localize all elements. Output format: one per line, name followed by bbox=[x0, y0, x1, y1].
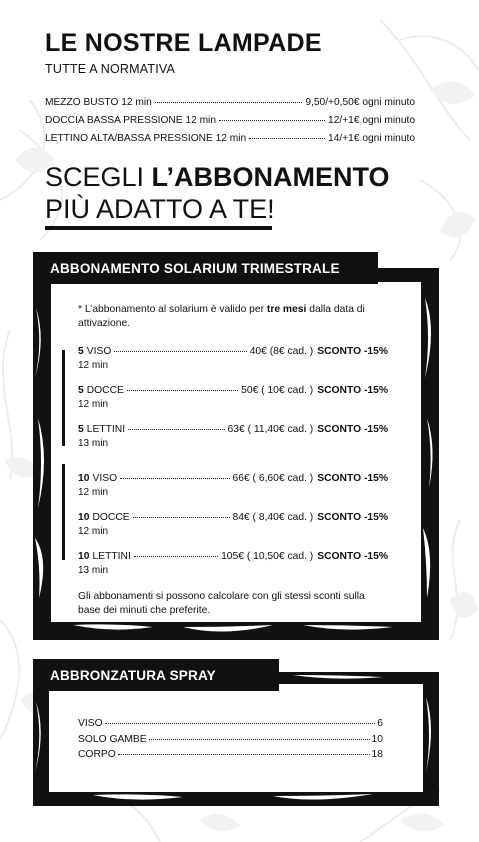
session-count: 10 bbox=[78, 551, 90, 562]
session-minutes: 12 min bbox=[78, 399, 109, 410]
page-title: LE NOSTRE LAMPADE bbox=[45, 29, 322, 57]
subscription-price: 50€ ( 10€ cad. ) bbox=[241, 385, 314, 396]
discount-label: SCONTO -15% bbox=[317, 473, 388, 484]
session-minutes: 12 min bbox=[78, 360, 109, 371]
session-minutes: 13 min bbox=[78, 438, 109, 449]
lamp-name: DOCCIA BASSA PRESSIONE 12 min bbox=[45, 115, 216, 126]
dotted-leader bbox=[105, 723, 376, 724]
spray-item-name: VISO bbox=[78, 718, 103, 729]
lamp-price-list bbox=[45, 97, 415, 151]
lamp-name: LETTINO ALTA/BASSA PRESSIONE 12 min bbox=[45, 133, 247, 144]
spray-item-name: CORPO bbox=[78, 749, 116, 760]
group-marker-bar bbox=[62, 464, 65, 560]
session-type: VISO bbox=[92, 473, 118, 484]
spray-price-list bbox=[78, 718, 383, 765]
session-count: 10 bbox=[78, 512, 90, 523]
session-count: 5 bbox=[78, 346, 84, 357]
subscription-price: 63€ ( 11,40€ cad. ) bbox=[227, 424, 314, 435]
heading-underline bbox=[45, 226, 272, 230]
choose-heading-line2: PIÙ ADATTO A TE! bbox=[45, 194, 275, 224]
choose-heading-light: SCEGLI bbox=[45, 162, 152, 192]
discount-label: SCONTO -15% bbox=[317, 346, 388, 357]
session-minutes: 12 min bbox=[78, 487, 109, 498]
spray-item-price: 10 bbox=[371, 733, 383, 745]
subscription-price: 40€ (8€ cad. ) bbox=[249, 346, 314, 357]
session-type: DOCCE bbox=[86, 385, 124, 396]
page-subtitle: TUTTE A NORMATIVA bbox=[45, 62, 176, 76]
session-type: LETTINI bbox=[92, 551, 131, 562]
lamp-price: 12/+1€ ogni minuto bbox=[328, 115, 415, 126]
discount-label: SCONTO -15% bbox=[317, 385, 388, 396]
subscription-item bbox=[78, 512, 388, 540]
spray-item-price: 6 bbox=[377, 718, 383, 729]
lamp-price-row bbox=[45, 115, 415, 133]
subscription-item bbox=[78, 385, 388, 413]
session-type: VISO bbox=[86, 346, 112, 357]
note-bold: tre mesi bbox=[266, 304, 307, 315]
session-minutes: 12 min bbox=[78, 526, 109, 537]
spray-row bbox=[78, 734, 383, 750]
dotted-leader bbox=[120, 478, 229, 479]
subscription-item bbox=[78, 551, 388, 579]
session-count: 5 bbox=[78, 385, 84, 396]
session-minutes: 13 min bbox=[78, 565, 109, 576]
dotted-leader bbox=[133, 517, 230, 518]
note-text-end: dalla data di attivazione. bbox=[78, 304, 365, 329]
discount-label: SCONTO -15% bbox=[317, 551, 388, 562]
session-type: LETTINI bbox=[86, 424, 126, 435]
session-count: 10 bbox=[78, 473, 90, 484]
discount-label: SCONTO -15% bbox=[317, 512, 388, 523]
dotted-leader bbox=[118, 754, 370, 755]
dotted-leader bbox=[219, 120, 325, 121]
spray-row bbox=[78, 718, 383, 734]
spray-item-price: 18 bbox=[371, 749, 383, 760]
dotted-leader bbox=[249, 138, 325, 139]
subscription-footnote: Gli abbonamenti si possono calcolare con gli stessi sconti sulla base dei minuti che preferite. bbox=[78, 591, 365, 616]
lamp-price-row bbox=[45, 133, 415, 151]
choose-heading-bold: L’ABBONAMENTO bbox=[151, 162, 390, 192]
dotted-leader bbox=[134, 556, 218, 557]
subscription-banner-label: ABBONAMENTO SOLARIUM TRIMESTRALE bbox=[50, 260, 340, 276]
dotted-leader bbox=[155, 102, 303, 103]
subscription-note bbox=[78, 303, 388, 330]
lamp-price: 9,50/+0,50€ ogni minuto bbox=[305, 97, 415, 108]
subscription-item bbox=[78, 473, 388, 501]
subscription-price: 105€ ( 10,50€ cad. ) bbox=[221, 551, 314, 562]
dotted-leader bbox=[149, 739, 370, 740]
lamp-name: MEZZO BUSTO 12 min bbox=[45, 97, 152, 108]
subscription-item bbox=[78, 346, 388, 374]
subscription-banner bbox=[33, 252, 378, 284]
spray-banner bbox=[33, 659, 279, 691]
lamp-price: 14/+1€ ogni minuto bbox=[328, 133, 415, 144]
choose-subscription-heading bbox=[45, 161, 390, 225]
session-count: 5 bbox=[78, 424, 84, 435]
spray-banner-label: ABBRONZATURA SPRAY bbox=[50, 667, 216, 683]
dotted-leader bbox=[128, 429, 224, 430]
subscription-item bbox=[78, 424, 388, 452]
spray-row bbox=[78, 749, 383, 765]
discount-label: SCONTO -15% bbox=[317, 424, 388, 435]
note-text: * L’abbonamento al solarium è valido per bbox=[78, 304, 267, 315]
spray-item-name: SOLO GAMBE bbox=[78, 733, 147, 745]
subscription-price: 84€ ( 8,40€ cad. ) bbox=[232, 512, 314, 523]
subscription-content bbox=[78, 303, 388, 617]
group-marker-bar bbox=[62, 350, 65, 446]
session-type: DOCCE bbox=[92, 512, 130, 523]
dotted-leader bbox=[127, 390, 238, 391]
lamp-price-row bbox=[45, 97, 415, 115]
subscription-price: 66€ ( 6,60€ cad. ) bbox=[232, 473, 314, 484]
dotted-leader bbox=[114, 351, 246, 352]
